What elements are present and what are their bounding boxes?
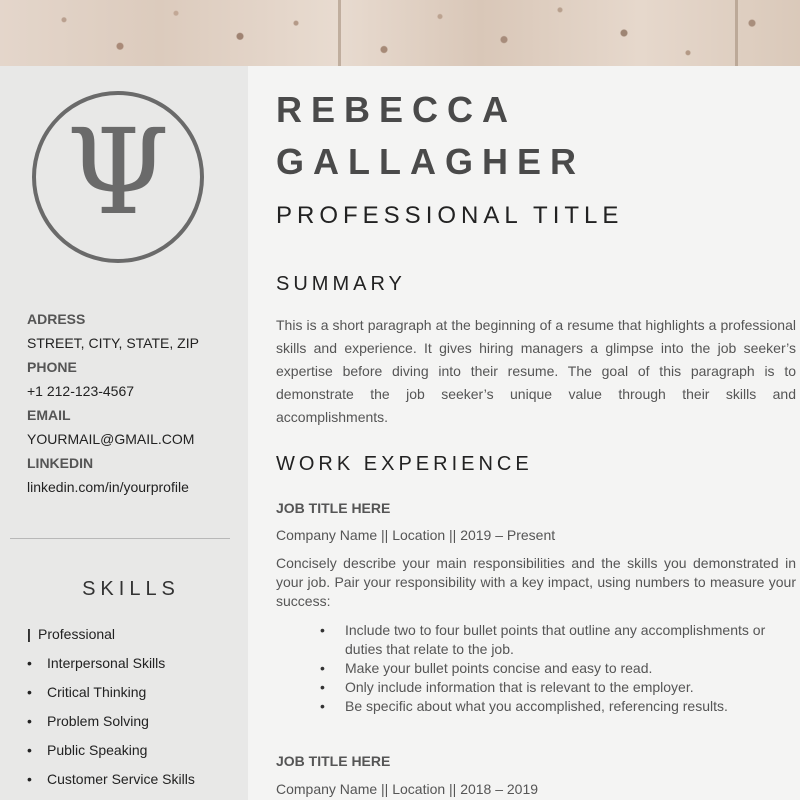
linkedin-value: linkedin.com/in/yourprofile — [27, 479, 189, 495]
bullet-icon: • — [320, 660, 325, 676]
bullet-icon: • — [27, 742, 32, 758]
skill-label: Interpersonal Skills — [47, 655, 166, 671]
job-title: JOB TITLE HERE — [276, 500, 391, 516]
linkedin-label: LINKEDIN — [27, 455, 94, 471]
summary-heading: SUMMARY — [276, 273, 406, 295]
skill-item — [27, 678, 242, 707]
job-bullet-text: Include two to four bullet points that outline any accomplishments or duties that relate to the job. — [345, 622, 766, 657]
bullet-icon: • — [320, 679, 325, 695]
job-description: Concisely describe your main responsibilities and the skills you demonstrated in your job. Pair your responsibility with a key impact, using numbers to measure your success: — [276, 555, 796, 609]
professional-title: PROFESSIONAL TITLE — [276, 202, 624, 229]
skill-item — [27, 736, 242, 765]
job-company-line: Company Name || Location || 2018 – 2019 — [276, 781, 539, 797]
last-name: GALLAGHER — [276, 141, 585, 182]
summary-text: This is a short paragraph at the beginning of a resume that highlights a professional skills and experience. It gives hiring managers a glimpse into the job seeker’s expertise before diving into their resume. The goal of this paragraph is to demonstrate the job seeker’s unique value through their skills and accomplishments. — [276, 317, 796, 425]
work-experience-heading: WORK EXPERIENCE — [276, 453, 533, 475]
sidebar-divider — [10, 538, 230, 539]
job-bullet-text: Only include information that is relevant to the employer. — [345, 679, 694, 695]
email-value: YOURMAIL@GMAIL.COM — [27, 431, 195, 447]
skill-item — [27, 649, 242, 678]
job-bullet-item — [320, 697, 800, 716]
bullet-icon: • — [27, 655, 32, 671]
skill-label: Professional — [38, 626, 116, 642]
phone-label: PHONE — [27, 359, 77, 375]
first-name: REBECCA — [276, 89, 518, 130]
job-bullet-item — [320, 621, 800, 659]
bullet-icon: • — [320, 698, 325, 714]
bar-bullet-icon: | — [27, 626, 31, 642]
email-label: EMAIL — [27, 407, 71, 423]
job-bullets — [320, 621, 800, 716]
job-company-line: Company Name || Location || 2019 – Present — [276, 527, 556, 543]
logo-symbol: Ψ — [66, 103, 170, 241]
skill-label: Customer Service Skills — [47, 771, 195, 787]
bullet-icon: • — [320, 622, 325, 638]
skills-list — [27, 620, 242, 794]
job-bullet-text: Make your bullet points concise and easy to read. — [345, 660, 653, 676]
job-title: JOB TITLE HERE — [276, 753, 391, 769]
psi-symbol-icon — [31, 90, 205, 264]
skill-item — [27, 620, 242, 649]
address-value: STREET, CITY, STATE, ZIP — [27, 335, 199, 351]
skill-label: Public Speaking — [47, 742, 148, 758]
bullet-icon: • — [27, 771, 32, 787]
phone-value: +1 212-123-4567 — [27, 383, 135, 399]
bullet-icon: • — [27, 713, 32, 729]
stone-texture-banner — [0, 0, 800, 66]
contact-section — [27, 307, 242, 499]
skill-label: Problem Solving — [47, 713, 149, 729]
skill-item — [27, 765, 242, 794]
stone-seam — [735, 0, 738, 66]
address-label: ADRESS — [27, 311, 86, 327]
skill-item — [27, 707, 242, 736]
job-bullet-text: Be specific about what you accomplished, referencing results. — [345, 698, 728, 714]
job-bullet-item — [320, 659, 800, 678]
stone-seam — [338, 0, 341, 66]
bullet-icon: • — [27, 684, 32, 700]
skills-heading: SKILLS — [82, 578, 180, 600]
skill-label: Critical Thinking — [47, 684, 147, 700]
job-bullet-item — [320, 678, 800, 697]
